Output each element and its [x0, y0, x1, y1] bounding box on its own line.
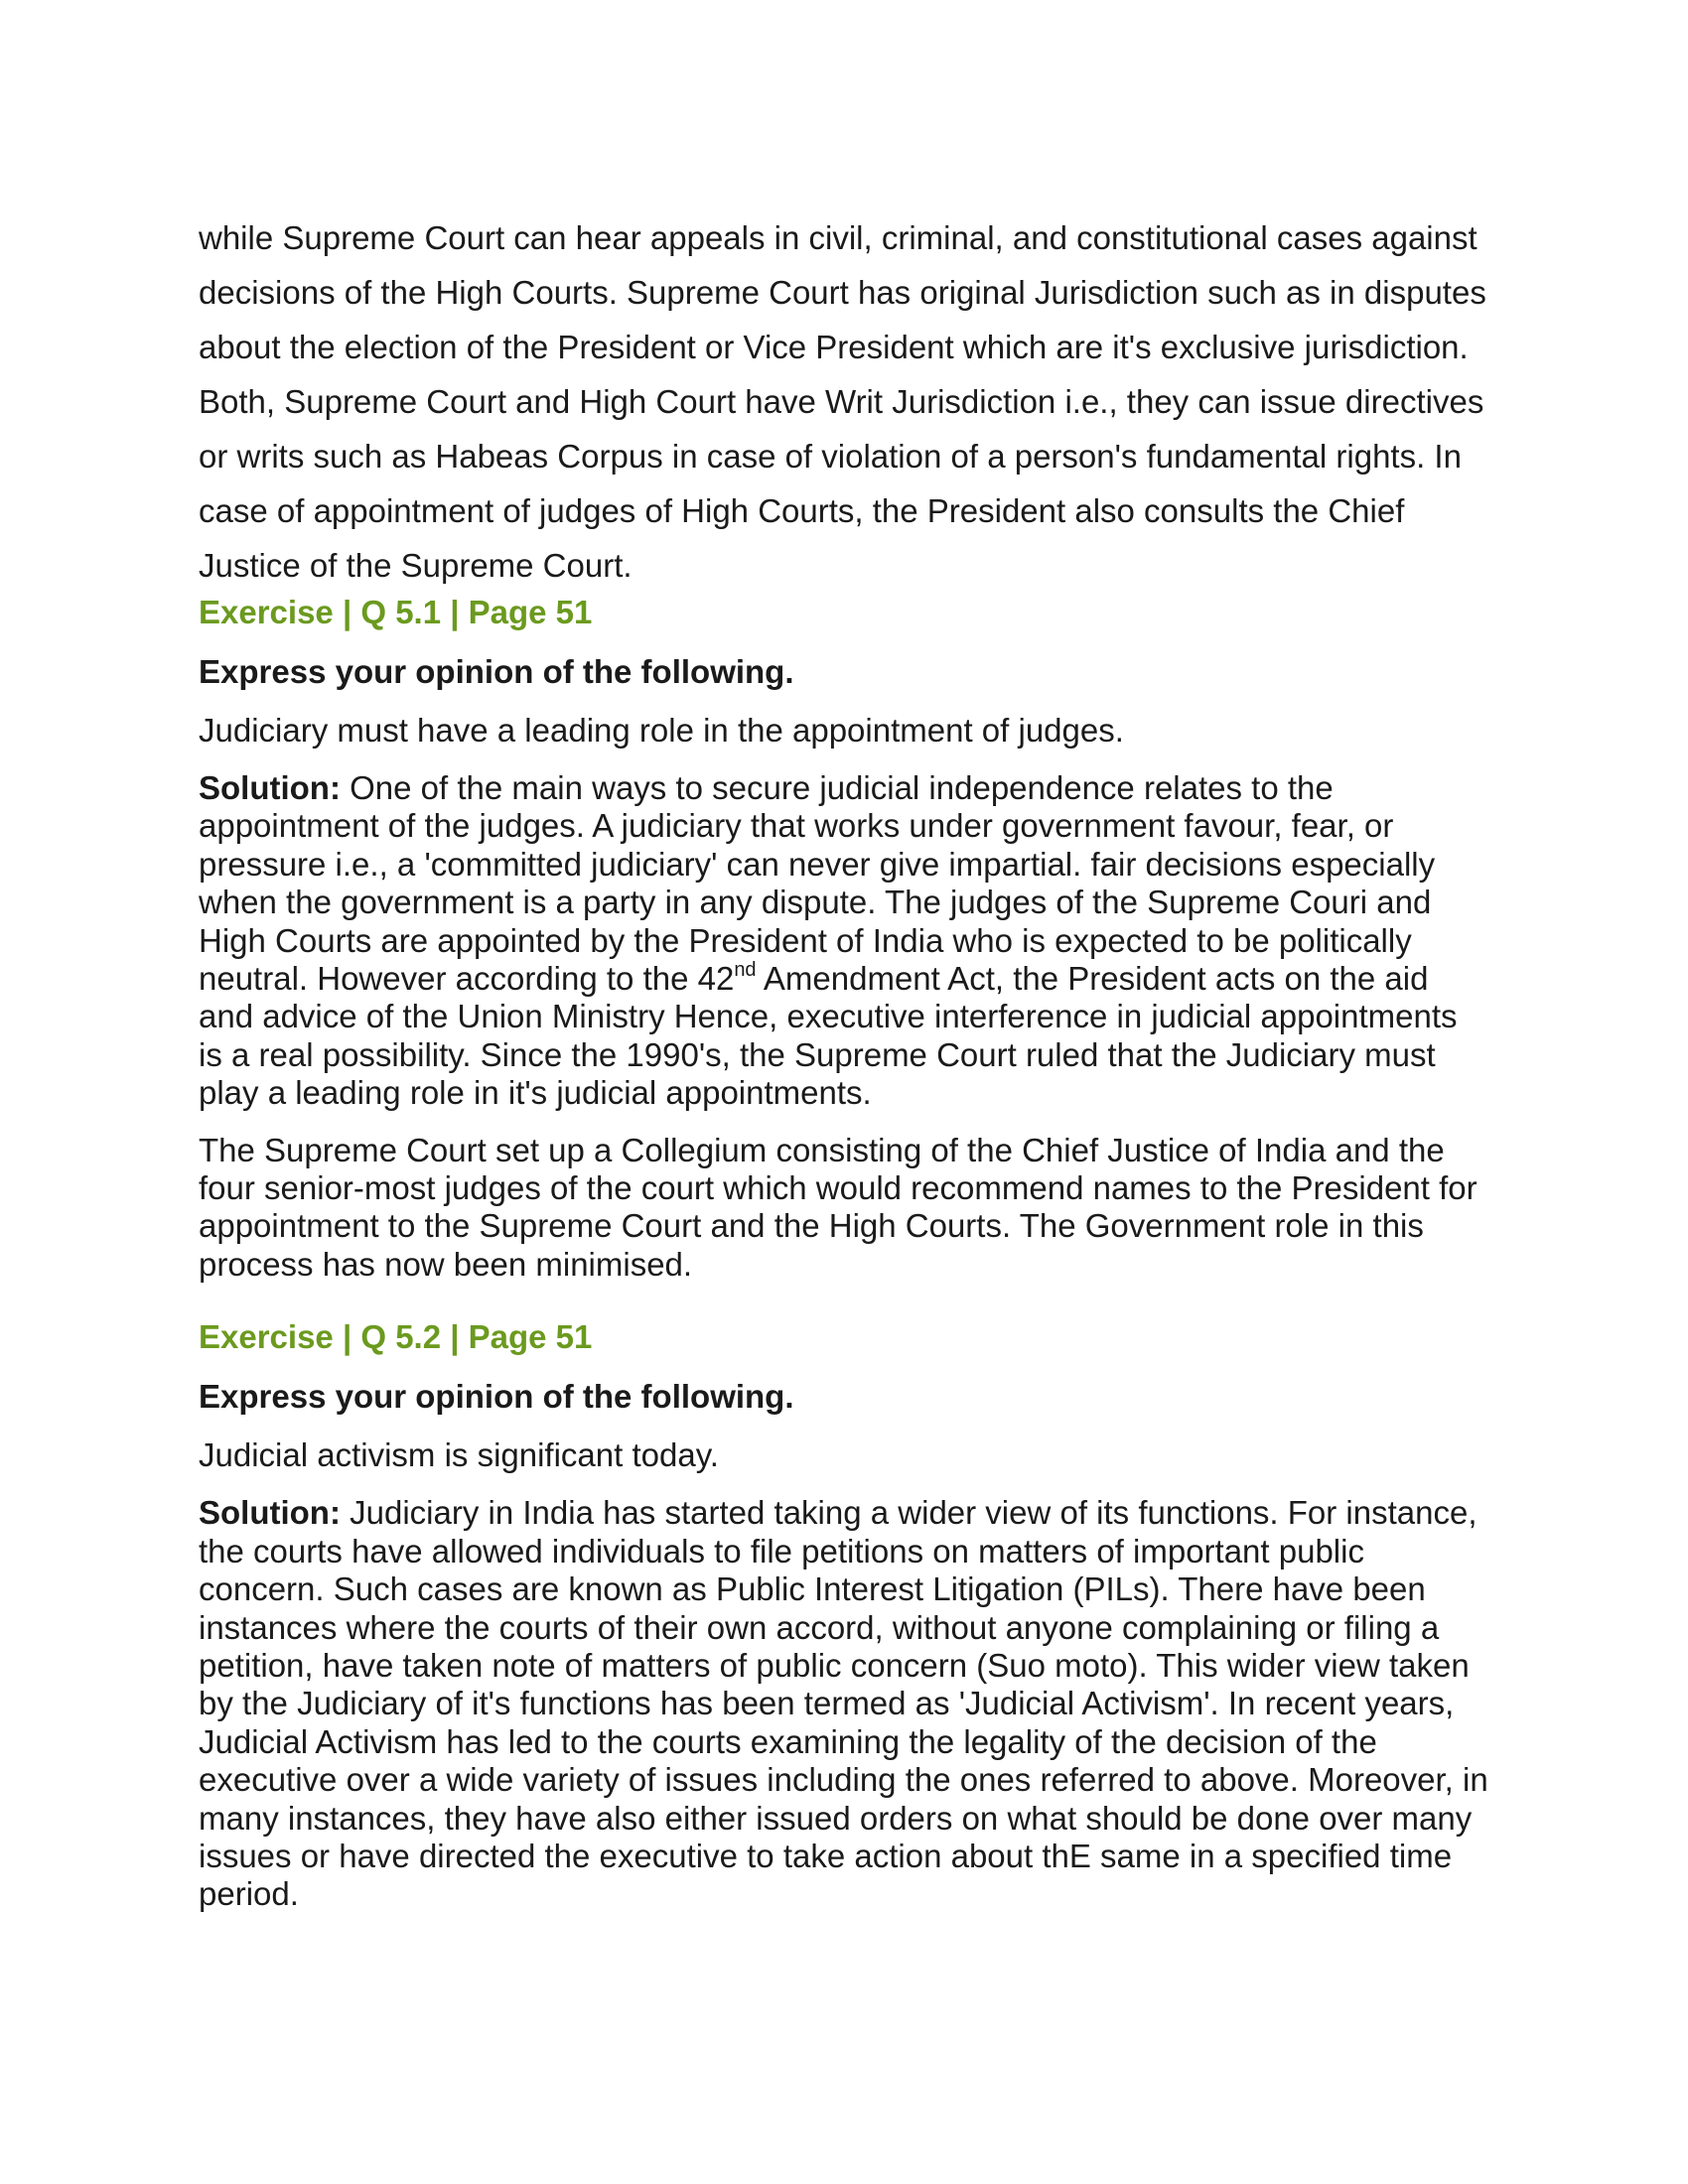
- question-prompt-q5-1: Express your opinion of the following.: [199, 653, 794, 690]
- exercise-heading-q5-1: Exercise | Q 5.1 | Page 51: [199, 594, 593, 630]
- solution-label: Solution:: [199, 769, 341, 806]
- solution-label: Solution:: [199, 1494, 341, 1532]
- solution-text-part1: One of the main ways to secure judicial independence relates to the appointment of the judges. A judiciary that works under government favour, fear, or pressure i.e., a 'committed judiciary' can never give impartial. fair decisions especially when the government is a party in any dispute. The judges of the Supreme Couri and High Courts are appointed by the President of India who is expected to be politically neutral. However according to the 42: [199, 769, 1436, 998]
- solution-paragraph-q5-1: [199, 769, 1489, 1113]
- question-prompt-q5-2: Express your opinion of the following.: [199, 1378, 794, 1416]
- solution-text: Judiciary in India has started taking a wider view of its functions. For instance, the courts have allowed individuals to file petitions on matters of important public concern. Such cases are known as Public Interest Litigation (PILs). There have been instances where the courts of their own accord, without anyone complaining or filing a petition, have taken note of matters of public concern (Suo moto). This wider view taken by the Judiciary of it's functions has been termed as 'Judicial Activism'. In recent years, Judicial Activism has led to the courts examining the legality of the decision of the executive over a wide variety of issues including the ones referred to above. Moreover, in many instances, they have also either issued orders on what should be done over many issues or have directed the executive to take action about thE same in a specified time period.: [199, 1494, 1488, 1913]
- solution-text-part2: Amendment Act, the President acts on the aid and advice of the Union Ministry Hence, executive interference in judicial appointments is a real possibility. Since the 1990's, the Supreme Court ruled that the Judiciary must play a leading role in it's judicial appointments.: [199, 960, 1458, 1112]
- intro-paragraph: while Supreme Court can hear appeals in civil, criminal, and constitutional cases against decisions of the High Courts. Supreme Court has original Jurisdiction such as in disputes about the election of the President or Vice President which are it's exclusive jurisdiction. Both, Supreme Court and High Court have Writ Jurisdiction i.e., they can issue directives or writs such as Habeas Corpus in case of violation of a person's fundamental rights. In case of appointment of judges of High Courts, the President also consults the Chief Justice of the Supreme Court.: [199, 219, 1486, 584]
- document-page: [199, 210, 1489, 1914]
- question-statement-q5-2: Judicial activism is significant today.: [199, 1436, 719, 1474]
- solution-paragraph-q5-1-continued: The Supreme Court set up a Collegium consisting of the Chief Justice of India and the four senior-most judges of the court which would recommend names to the President for appointment to the Supreme Court and the High Courts. The Government role in this process has now been minimised.: [199, 1131, 1477, 1283]
- exercise-heading-q5-2: Exercise | Q 5.2 | Page 51: [199, 1318, 593, 1356]
- ordinal-suffix: nd: [734, 959, 757, 982]
- solution-paragraph-q5-2: [199, 1494, 1489, 1913]
- question-statement-q5-1: Judiciary must have a leading role in the appointment of judges.: [199, 712, 1124, 749]
